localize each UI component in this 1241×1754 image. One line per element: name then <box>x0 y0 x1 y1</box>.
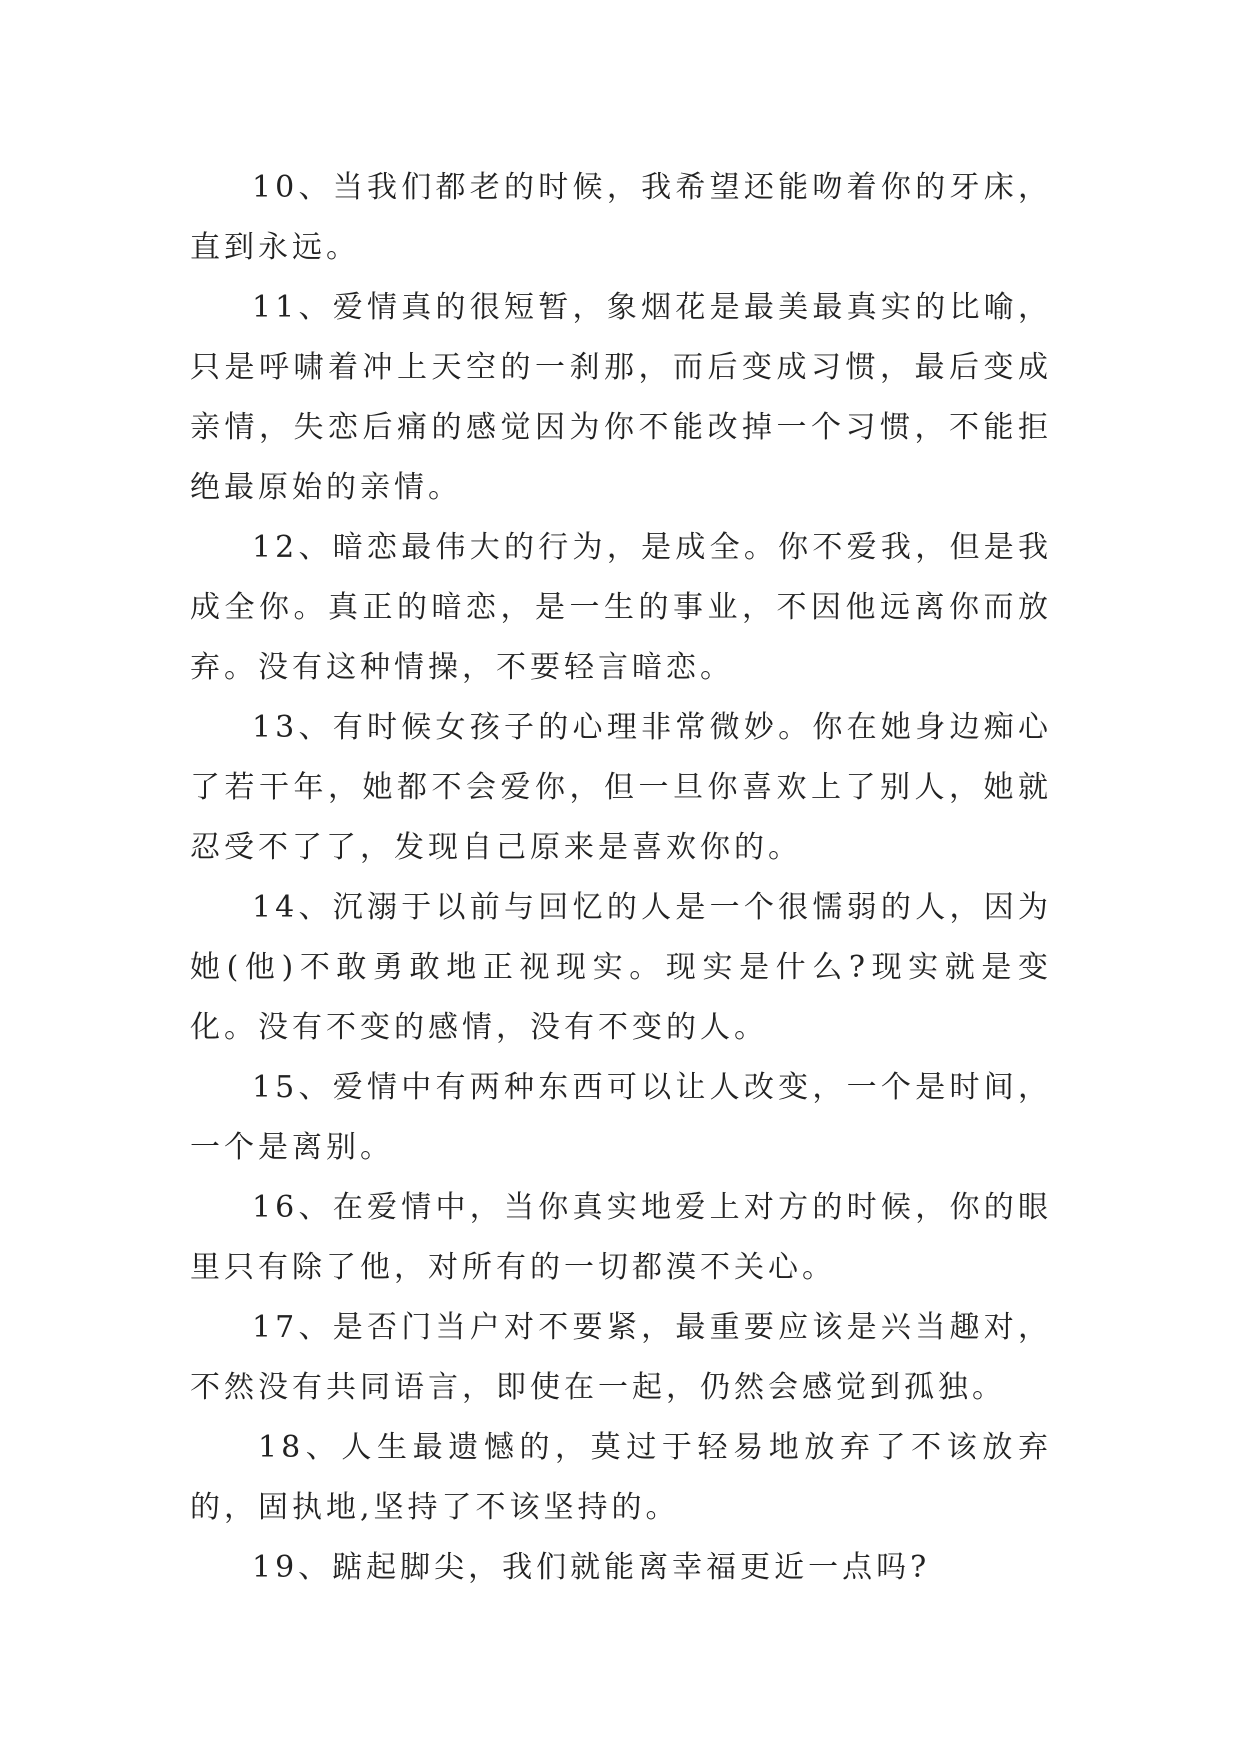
paragraph-15: 15、爱情中有两种东西可以让人改变，一个是时间，一个是离别。 <box>190 1070 1052 1165</box>
paragraph-18: 18、人生最遗憾的，莫过于轻易地放弃了不该放弃的，固执地,坚持了不该坚持的。 <box>190 1430 1052 1525</box>
paragraph-12: 12、暗恋最伟大的行为，是成全。你不爱我，但是我成全你。真正的暗恋，是一生的事业，不因他远离你而放弃。没有这种情操，不要轻言暗恋。 <box>190 530 1052 685</box>
document-body <box>190 158 1052 1598</box>
paragraph-10: 10、当我们都老的时候，我希望还能吻着你的牙床，直到永远。 <box>190 170 1052 265</box>
paragraph-14: 14、沉溺于以前与回忆的人是一个很懦弱的人，因为她(他)不敢勇敢地正视现实。现实是什么?现实就是变化。没有不变的感情，没有不变的人。 <box>190 890 1052 1045</box>
paragraph-17: 17、是否门当户对不要紧，最重要应该是兴当趣对，不然没有共同语言，即使在一起，仍然会感觉到孤独。 <box>190 1310 1052 1405</box>
paragraph-13: 13、有时候女孩子的心理非常微妙。你在她身边痴心了若干年，她都不会爱你，但一旦你喜欢上了别人，她就忍受不了了，发现自己原来是喜欢你的。 <box>190 710 1052 865</box>
paragraph-11: 11、爱情真的很短暂，象烟花是最美最真实的比喻，只是呼啸着冲上天空的一刹那，而后变成习惯，最后变成亲情，失恋后痛的感觉因为你不能改掉一个习惯，不能拒绝最原始的亲情。 <box>190 290 1052 505</box>
paragraph-19: 19、踮起脚尖，我们就能离幸福更近一点吗? <box>252 1550 931 1585</box>
paragraph-16: 16、在爱情中，当你真实地爱上对方的时候，你的眼里只有除了他，对所有的一切都漠不关心。 <box>190 1190 1052 1285</box>
